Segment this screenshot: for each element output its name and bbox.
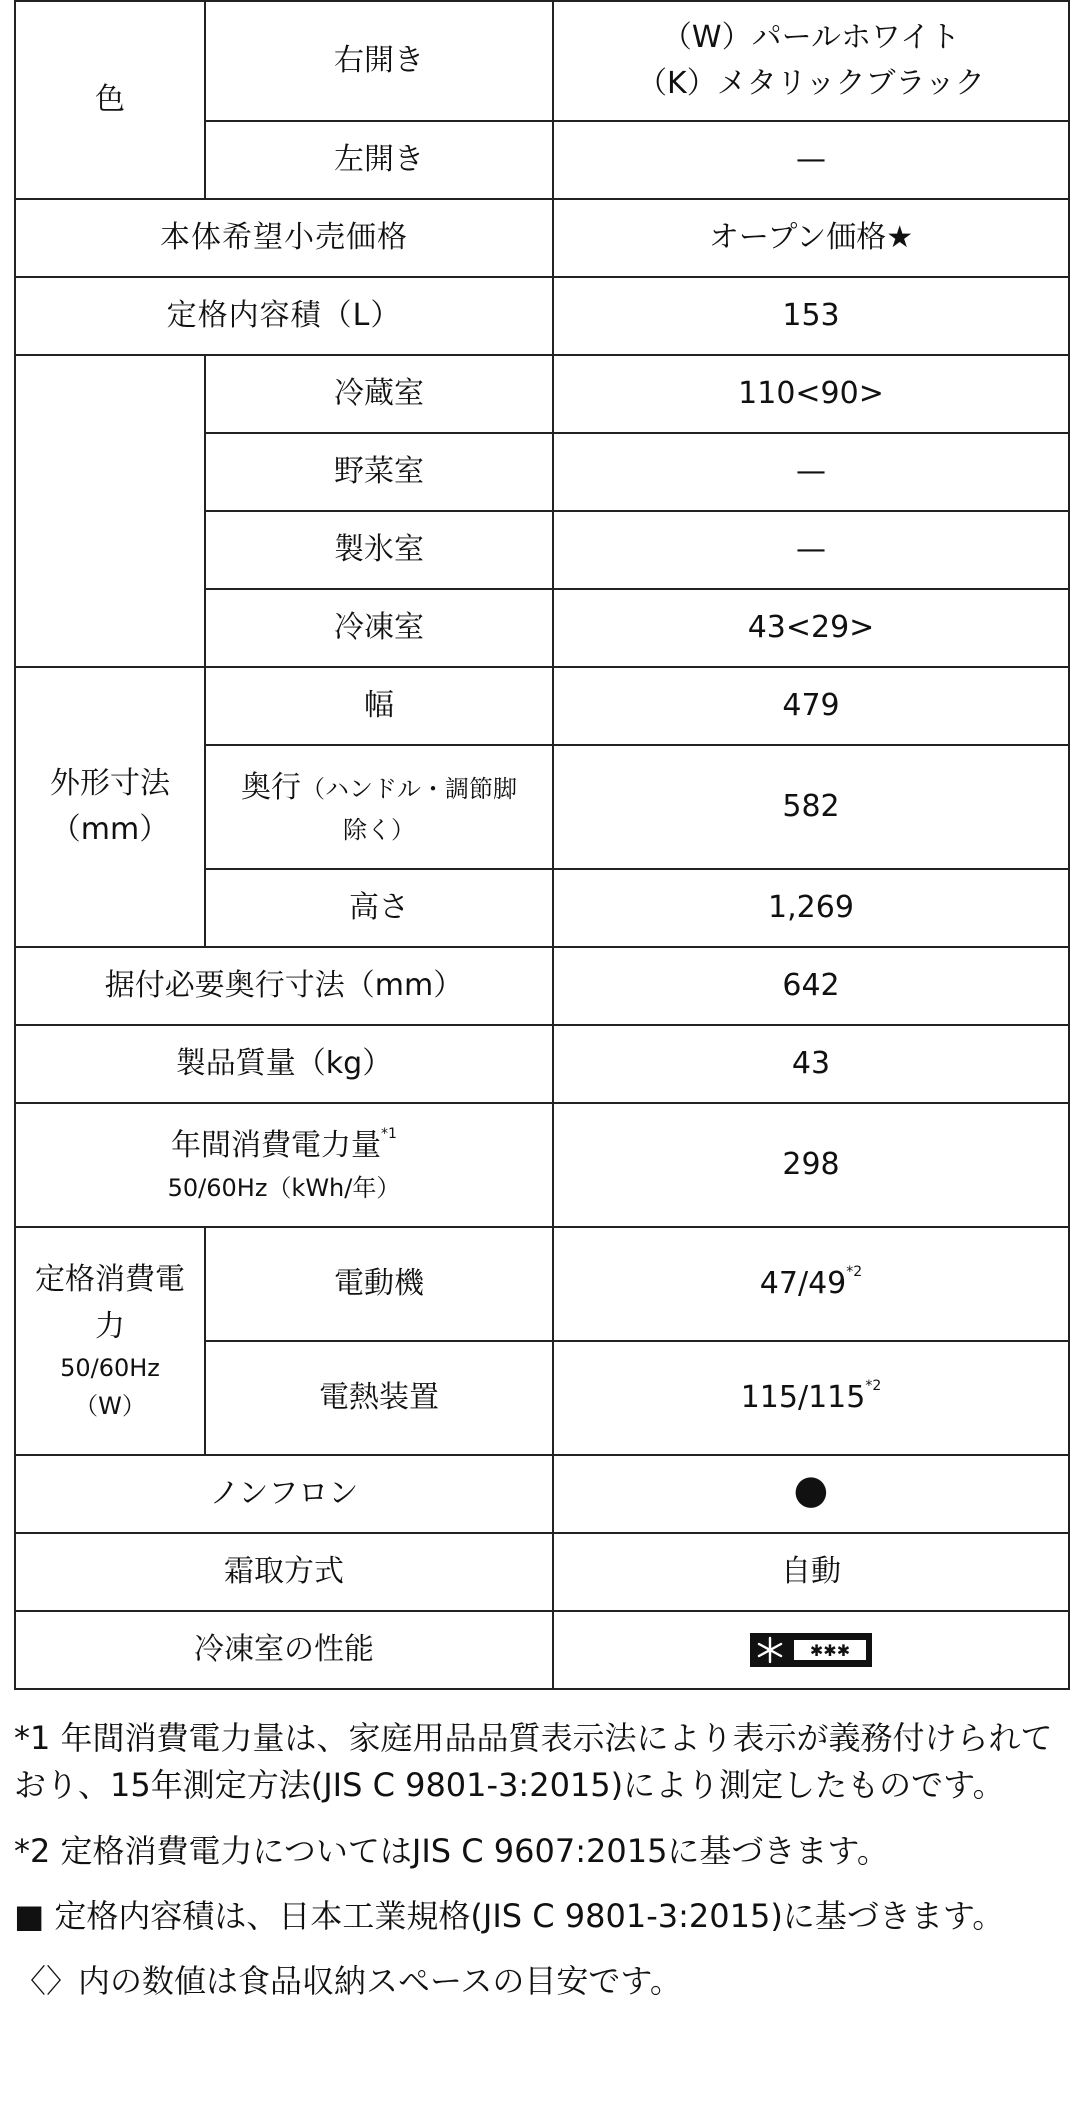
color-row [15, 1, 1069, 121]
depth-note-2: 除く） [343, 815, 415, 844]
defrost-row [15, 1533, 1069, 1611]
install-depth-row [15, 947, 1069, 1025]
width-row [15, 667, 1069, 745]
fridge-row [15, 355, 1069, 433]
footnotes [14, 1715, 1070, 2024]
freezer-label: 冷凍室 [205, 589, 553, 667]
freezer-performance-label: 冷凍室の性能 [15, 1611, 553, 1689]
nonfreon-label: ノンフロン [15, 1455, 553, 1533]
price-label: 本体希望小売価格 [15, 199, 553, 277]
price-value: オープン価格★ [553, 199, 1069, 277]
width-value: 479 [553, 667, 1069, 745]
annual-power-mark: *1 [381, 1126, 397, 1143]
annual-power-label-cell [15, 1103, 553, 1227]
color-white: （W）パールホワイト [661, 19, 961, 55]
motor-row [15, 1227, 1069, 1341]
width-label: 幅 [205, 667, 553, 745]
fridge-value: 110<90> [553, 355, 1069, 433]
dimensions-label-cell [15, 667, 205, 947]
rated-power-label-2: 力 [95, 1308, 125, 1344]
height-value: 1,269 [553, 869, 1069, 947]
weight-value: 43 [553, 1025, 1069, 1103]
heater-label: 電熱装置 [205, 1341, 553, 1455]
annual-power-label: 年間消費電力量 [171, 1128, 382, 1164]
heater-mark: *2 [865, 1377, 882, 1394]
rated-power-label-1: 定格消費電 [35, 1262, 185, 1298]
capacity-label: 定格内容積（L） [15, 277, 553, 355]
four-star-freezer-rating-icon [750, 1633, 872, 1667]
capacity-indent [15, 355, 205, 667]
motor-mark: *2 [846, 1263, 863, 1280]
spec-table [14, 0, 1070, 1690]
defrost-label: 霜取方式 [15, 1533, 553, 1611]
depth-note-1: （ハンドル・調節脚 [301, 775, 517, 804]
vegetable-label: 野菜室 [205, 433, 553, 511]
motor-label: 電動機 [205, 1227, 553, 1341]
right-open-colors [553, 1, 1069, 121]
motor-value-cell [553, 1227, 1069, 1341]
footnote-2: *2 定格消費電力についてはJIS C 9607:2015に基づきます。 [14, 1831, 889, 1870]
left-open-label: 左開き [205, 121, 553, 199]
height-label: 高さ [205, 869, 553, 947]
rated-power-sub-2: （W） [74, 1391, 146, 1420]
weight-label: 製品質量（kg） [15, 1025, 553, 1103]
depth-value: 582 [553, 745, 1069, 869]
price-row [15, 199, 1069, 277]
heater-value: 115/115 [740, 1379, 866, 1415]
footnote-1: *1 年間消費電力量は、家庭用品品質表示法により表示が義務付けられており、15年測定方法(JIS C 9801-3:2015)により測定したものです。 [14, 1719, 1053, 1805]
install-depth-label: 据付必要奥行寸法（mm） [15, 947, 553, 1025]
nonfreon-value-cell [553, 1455, 1069, 1533]
capacity-value: 153 [553, 277, 1069, 355]
ice-value: — [553, 511, 1069, 589]
freezer-performance-row [15, 1611, 1069, 1689]
svg-text:✱✱✱: ✱✱✱ [809, 1641, 851, 1661]
install-depth-value: 642 [553, 947, 1069, 1025]
vegetable-value: — [553, 433, 1069, 511]
depth-label: 奥行 [241, 770, 301, 806]
freezer-performance-value [553, 1611, 1069, 1689]
heater-value-cell [553, 1341, 1069, 1455]
depth-label-cell [205, 745, 553, 869]
dimensions-unit: （mm） [50, 812, 170, 847]
annual-power-row [15, 1103, 1069, 1227]
dimensions-label: 外形寸法 [50, 765, 170, 801]
left-open-value: — [553, 121, 1069, 199]
fridge-label: 冷蔵室 [205, 355, 553, 433]
rated-power-label-cell [15, 1227, 205, 1455]
color-label: 色 [15, 1, 205, 199]
nonfreon-dot: ● [793, 1467, 829, 1514]
annual-power-sub: 50/60Hz（kWh/年） [167, 1173, 401, 1202]
right-open-label: 右開き [205, 1, 553, 121]
freezer-value: 43<29> [553, 589, 1069, 667]
rated-power-sub-1: 50/60Hz [60, 1354, 160, 1383]
ice-label: 製氷室 [205, 511, 553, 589]
annual-power-value: 298 [553, 1103, 1069, 1227]
footnote-4: 〈〉内の数値は食品収納スペースの目安です。 [14, 1962, 682, 2001]
nonfreon-row [15, 1455, 1069, 1533]
capacity-row [15, 277, 1069, 355]
footnote-3: ■ 定格内容積は、日本工業規格(JIS C 9801-3:2015)に基づきます。 [14, 1897, 1005, 1936]
color-black: （K）メタリックブラック [637, 66, 985, 101]
defrost-value: 自動 [553, 1533, 1069, 1611]
weight-row [15, 1025, 1069, 1103]
motor-value: 47/49 [759, 1265, 847, 1301]
